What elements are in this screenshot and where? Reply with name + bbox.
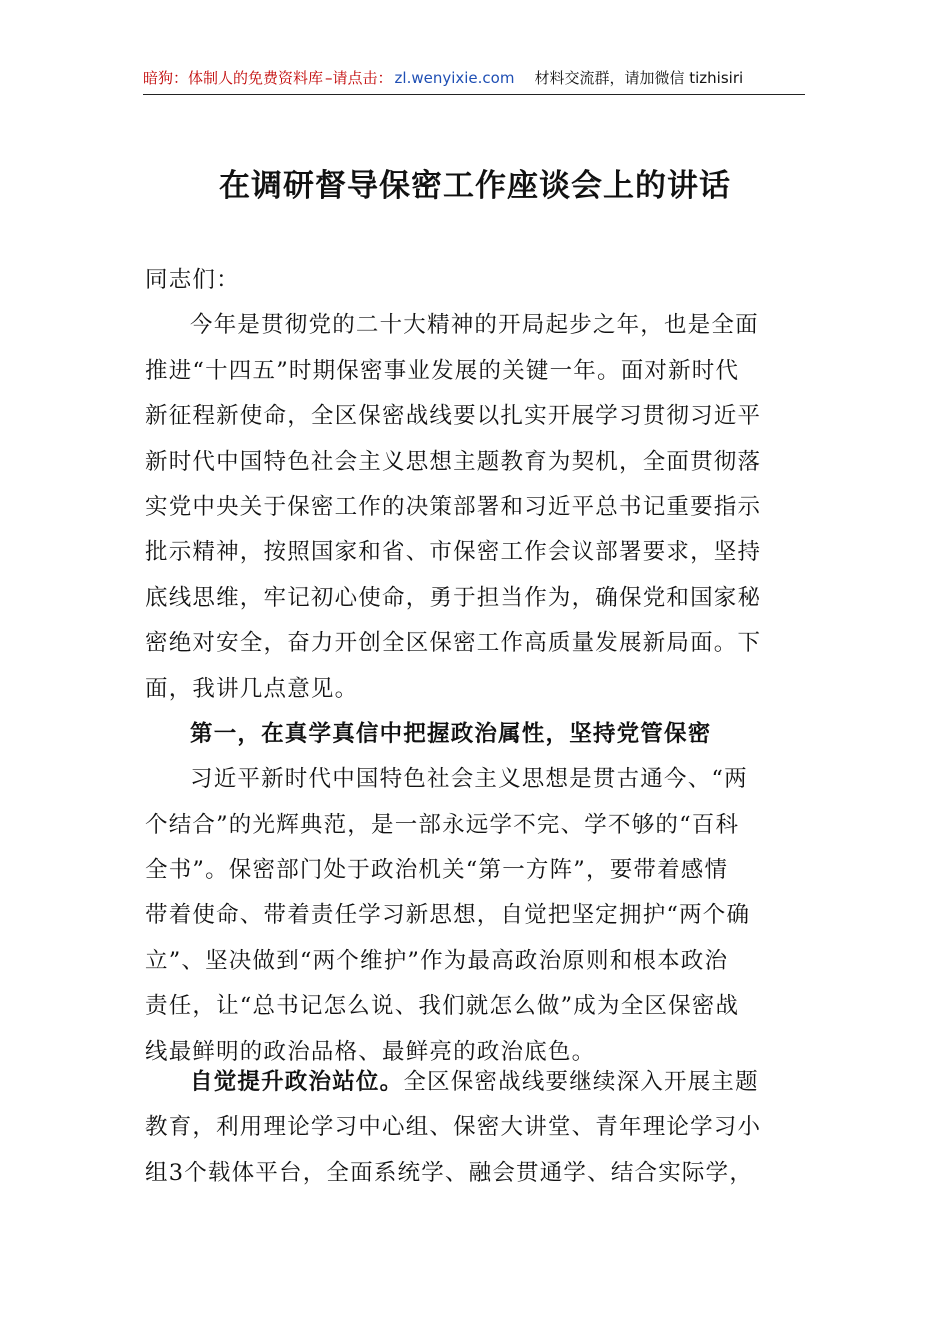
paragraph-line: 新时代中国特色社会主义思想主题教育为契机，全面贯彻落: [145, 448, 762, 475]
paragraph-line: 面，我讲几点意见。: [145, 675, 359, 702]
paragraph-line: 全书”。保密部门处于政治机关“第一方阵”，要带着感情: [145, 857, 729, 884]
paragraph-line: 个结合”的光辉典范，是一部永远学不完、学不够的“百科: [145, 811, 740, 838]
paragraph-line: 推进“十四五”时期保密事业发展的关键一年。面对新时代: [145, 357, 740, 384]
paragraph-line: 密绝对安全，奋力开创全区保密工作高质量发展新局面。下: [145, 630, 762, 657]
paragraph-line: 习近平新时代中国特色社会主义思想是贯古通今、“两: [190, 766, 748, 793]
paragraph-line: [145, 1060, 810, 1105]
document-title: 在调研督导保密工作座谈会上的讲话: [219, 168, 731, 204]
paragraph-lead: 自觉提升政治站位。: [190, 1069, 404, 1095]
header-prompt: –请点击：: [325, 69, 393, 87]
section-heading-1: 第一，在真学真信中把握政治属性，坚持党管保密: [190, 720, 712, 747]
header-url-link[interactable]: zl.wenyixie.com: [394, 69, 515, 87]
paragraph-lead-rest: 全区保密战线要继续深入开展主题: [403, 1069, 759, 1095]
document-body: [145, 258, 810, 1075]
paragraph-1: [145, 303, 810, 712]
paragraph-line: 批示精神，按照国家和省、市保密工作会议部署要求，坚持: [145, 539, 762, 566]
paragraph-line: 今年是贯彻党的二十大精神的开局起步之年，也是全面: [190, 312, 759, 339]
paragraph-line: 组3个载体平台，全面系统学、融会贯通学、结合实际学，: [145, 1159, 754, 1186]
paragraph-line: 责任，让“总书记怎么说、我们就怎么做”成为全区保密战: [145, 993, 740, 1020]
paragraph-3: [145, 1060, 810, 1196]
page-header: [143, 68, 805, 95]
paragraph-line: 带着使命、带着责任学习新思想，自觉把坚定拥护“两个确: [145, 902, 751, 929]
paragraph-line: 立”、坚决做到“两个维护”作为最高政治原则和根本政治: [145, 947, 729, 974]
salutation: 同志们：: [145, 267, 240, 293]
paragraph-line: 教育，利用理论学习中心组、保密大讲堂、青年理论学习小: [145, 1114, 762, 1141]
header-contact: 材料交流群，请加微信 tizhisiri: [534, 69, 744, 87]
header-library-name: 暗狗：体制人的免费资料库: [143, 69, 324, 87]
paragraph-line: 实党中央关于保密工作的决策部署和习近平总书记重要指示: [145, 493, 762, 520]
paragraph-line: 底线思维，牢记初心使命，勇于担当作为，确保党和国家秘: [145, 584, 762, 611]
paragraph-2: [145, 757, 810, 1075]
paragraph-line: 线最鲜明的政治品格、最鲜亮的政治底色。: [145, 1038, 596, 1065]
paragraph-line: 新征程新使命，全区保密战线要以扎实开展学习贯彻习近平: [145, 403, 762, 430]
